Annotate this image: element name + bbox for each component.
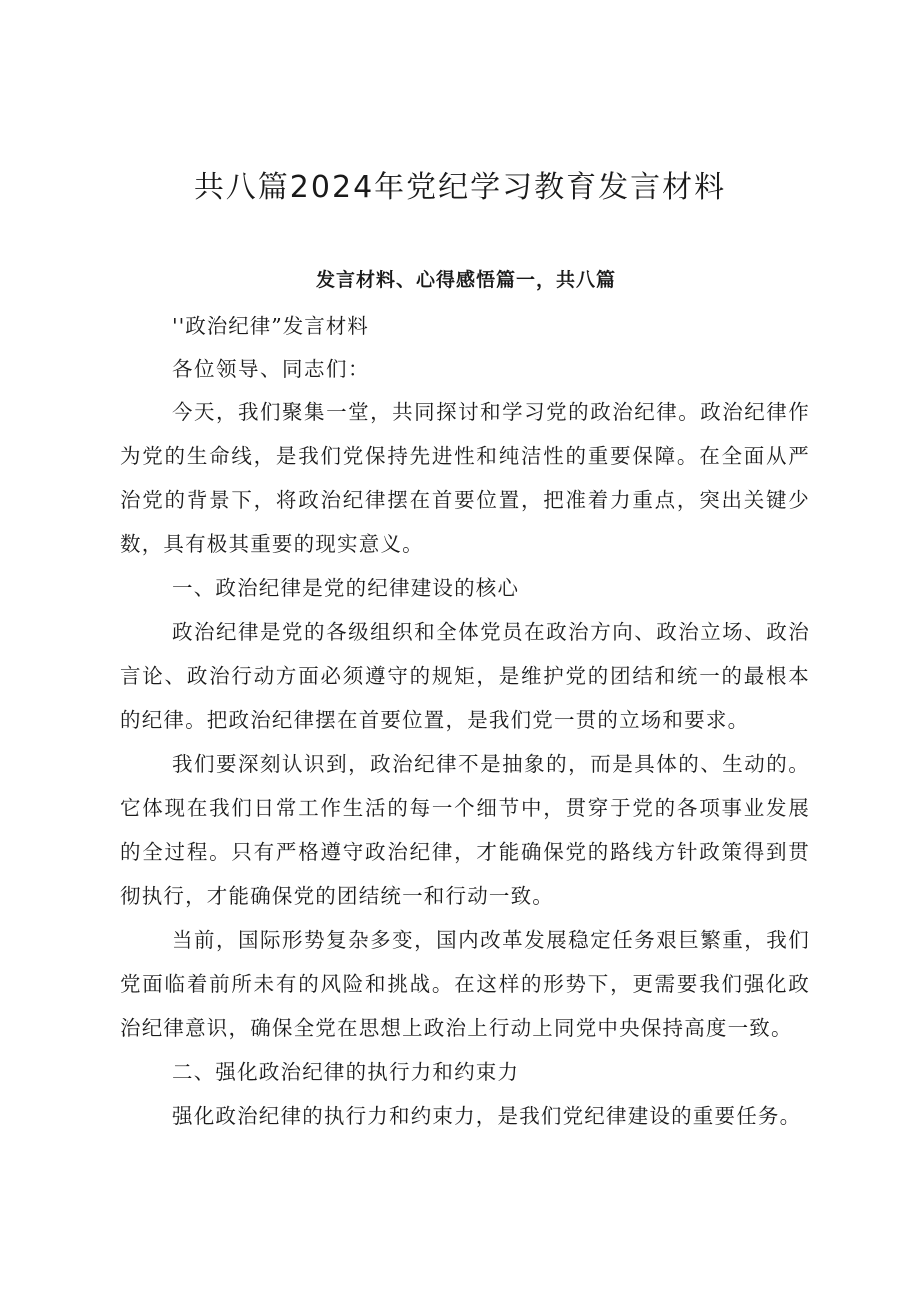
doc-heading: ''政治纪律”发言材料 — [172, 314, 369, 338]
paragraph-intro: 今天，我们聚集一堂，共同探讨和学习党的政治纪律。政治纪律作为党的生命线，是我们党保持先进性和纯洁性的重要保障。在全面从严治党的背景下，将政治纪律摆在首要位置，把准着力重点，突出关键少数，具有极其重要的现实意义。 — [120, 400, 810, 556]
paragraph-4: 强化政治纪律的执行力和约束力，是我们党纪律建设的重要任务。 — [172, 1104, 802, 1128]
paragraph-2: 我们要深刻认识到，政治纪律不是抽象的，而是具体的、生动的。它体现在我们日常工作生活的每一个细节中，贯穿于党的各项事业发展的全过程。只有严格遵守政治纪律，才能确保党的路线方针政策得到贯彻执行，才能确保党的团结统一和行动一致。 — [120, 752, 810, 908]
document-title: 共八篇2024年党纪学习教育发言材料 — [193, 170, 727, 205]
document-subtitle: 发言材料、心得感悟篇一，共八篇 — [315, 269, 616, 291]
paragraph-3: 当前，国际形势复杂多变，国内改革发展稳定任务艰巨繁重，我们党面临着前所未有的风险和挑战。在这样的形势下，更需要我们强化政治纪律意识，确保全党在思想上政治上行动上同党中央保持高度一致。 — [120, 928, 810, 1040]
salutation: 各位领导、同志们： — [172, 357, 370, 381]
section-heading-2: 二、强化政治纪律的执行力和约束力 — [172, 1060, 520, 1084]
paragraph-1: 政治纪律是党的各级组织和全体党员在政治方向、政治立场、政治言论、政治行动方面必须遵守的规矩，是维护党的团结和统一的最根本的纪律。把政治纪律摆在首要位置，是我们党一贯的立场和要求。 — [120, 620, 810, 732]
section-heading-1: 一、政治纪律是党的纪律建设的核心 — [172, 576, 520, 600]
